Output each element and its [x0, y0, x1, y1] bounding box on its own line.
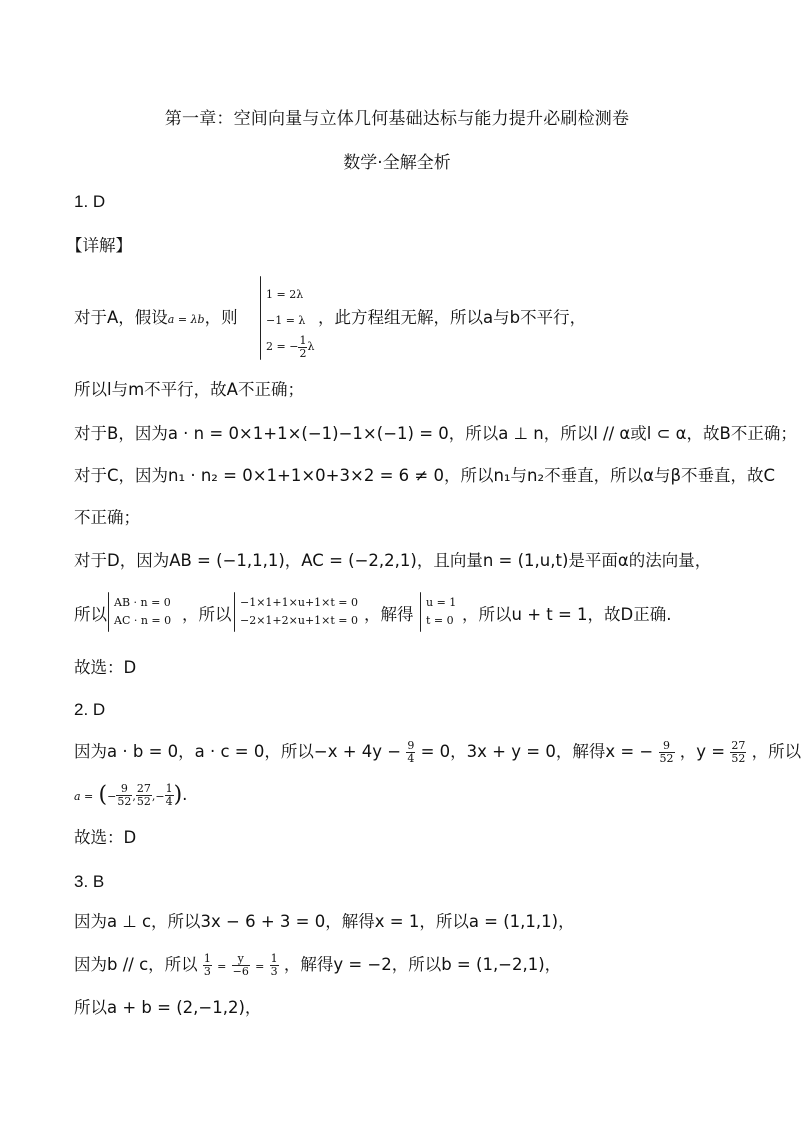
q1-d-system1 [114, 594, 171, 630]
q1-d-so: 所以 [74, 605, 107, 624]
q2-vec-frac2 [136, 783, 152, 808]
q3-answer: 3. B [74, 872, 105, 891]
frac-den: 4 [407, 752, 415, 765]
q1-d-line1: 对于D，因为AB = (−1,1,1)，AC = (−2,2,1)，且向量n = (1,u,t)是平面α的法向量， [74, 551, 712, 570]
frac-num: 1 [270, 952, 278, 965]
page-title: 第一章：空间向量与立体几何基础达标与能力提升必刷检测卷 [164, 109, 630, 129]
equals: = [217, 960, 227, 973]
minus: − [107, 790, 117, 803]
q2-vec-frac3 [165, 783, 174, 808]
frac-den: 52 [731, 752, 746, 765]
q2-line1-c: ，y = [679, 742, 726, 761]
frac-den: 2 [299, 346, 307, 360]
q1-a-eq3-lhs: 2 = − [266, 340, 299, 353]
q1-a-eq3-tail: λ [307, 340, 315, 353]
frac-num: 9 [116, 783, 132, 796]
q1-answer: 1. D [74, 192, 106, 211]
q1-a-line [74, 306, 238, 332]
q1-detail-tag: 【详解】 [66, 236, 132, 255]
q1-a-conclude: ，此方程组无解，所以a与b不平行， [318, 308, 587, 327]
q1-b-line: 对于B，因为a · n = 0×1+1×(−1)−1×(−1) = 0，所以a ⊥ n，所以l // α或l ⊂ α，故B不正确； [74, 424, 797, 443]
q2-frac-27-52 [730, 740, 746, 765]
frac-den: −6 [232, 965, 249, 978]
q1-d-comma1: ，所以 [182, 605, 232, 624]
q2-choose: 故选：D [74, 828, 137, 847]
frac-num: y [232, 953, 250, 966]
q2-line1 [74, 740, 801, 765]
equals: = [255, 960, 265, 973]
q2-vec-frac1 [116, 783, 132, 808]
period: . [182, 785, 188, 804]
q1-a-line2: 所以l与m不平行，故A不正确； [74, 380, 304, 399]
frac-num: 27 [136, 782, 151, 795]
q2-line2-a: a = [74, 790, 94, 803]
q2-frac-9-52 [659, 740, 675, 765]
q1-d-solve: ，解得 [364, 605, 414, 624]
q3-line2-a: 因为b // c，所以 [74, 955, 198, 974]
q1-c-line2: 不正确； [74, 508, 140, 527]
q2-line1-a: 因为a · b = 0，a · c = 0，所以−x + 4y − [74, 742, 402, 761]
q3-line3: 所以a + b = (2,−1,2)， [74, 998, 262, 1017]
frac-num: 9 [659, 740, 675, 753]
frac-den: 3 [270, 965, 278, 978]
q3-line2 [74, 953, 561, 979]
page-subtitle: 数学·全解全析 [343, 153, 451, 173]
q2-line2 [74, 783, 187, 809]
q1-a-eq3 [266, 334, 314, 360]
frac-num: 27 [731, 739, 746, 752]
q1-d-sys1-eq2: AC · n = 0 [114, 614, 172, 627]
q3-frac3 [270, 953, 279, 978]
q1-choose: 故选：D [74, 658, 137, 677]
left-paren: ( [98, 782, 108, 808]
frac-num: 1 [203, 952, 211, 965]
q1-d-brace3 [420, 592, 421, 632]
q2-frac-9-4 [406, 740, 415, 765]
right-paren: ) [173, 782, 183, 808]
q1-d-system2 [240, 594, 358, 630]
frac-den: 3 [203, 965, 211, 978]
q1-a-then: ，则 [204, 308, 238, 327]
q1-d-brace2 [234, 592, 235, 632]
q3-frac1 [203, 953, 212, 978]
q1-a-prefix: 对于A，假设 [74, 308, 168, 327]
q3-frac2 [232, 953, 250, 978]
frac-den: 4 [165, 795, 173, 808]
frac-den: 52 [136, 795, 151, 808]
q2-answer: 2. D [74, 700, 106, 719]
q2-line1-b: = 0，3x + y = 0，解得x = − [420, 742, 654, 761]
q1-a-assume: a = λb [167, 313, 205, 326]
comma-minus: ,− [151, 790, 165, 803]
q1-d-end: ，所以u + t = 1，故D正确. [462, 605, 672, 624]
q1-a-eq2: −1 = λ [266, 314, 306, 327]
q1-d-system3 [426, 594, 456, 630]
frac-den: 52 [117, 795, 132, 808]
frac-num: 9 [407, 739, 415, 752]
q1-a-system [266, 282, 314, 360]
frac-den: 52 [659, 752, 674, 765]
frac-num: 1 [165, 782, 173, 795]
comma: , [132, 790, 136, 803]
q3-line2-b: ，解得y = −2，所以b = (1,−2,1)， [283, 955, 562, 974]
q1-d-sys3-eq1: u = 1 [426, 596, 457, 609]
q1-d-sys3-eq2: t = 0 [426, 614, 454, 627]
q2-line1-d: ，所以 [751, 742, 801, 761]
q1-a-eq1: 1 = 2λ [266, 288, 304, 301]
q1-c-line1: 对于C，因为n₁ · n₂ = 0×1+1×0+3×2 = 6 ≠ 0，所以n₁与n₂不垂直，所以α与β不垂直，故C [74, 466, 776, 485]
q1-d-sys2-eq2: −2×1+2×u+1×t = 0 [240, 614, 359, 627]
q3-line1: 因为a ⊥ c，所以3x − 6 + 3 = 0，解得x = 1，所以a = (1,1,1)， [74, 912, 575, 931]
frac-num: 1 [299, 333, 307, 347]
q1-d-brace1 [108, 592, 109, 632]
q1-a-brace [260, 276, 261, 360]
q1-d-sys2-eq1: −1×1+1×u+1×t = 0 [240, 596, 359, 609]
q1-d-sys1-eq1: AB · n = 0 [114, 596, 171, 609]
